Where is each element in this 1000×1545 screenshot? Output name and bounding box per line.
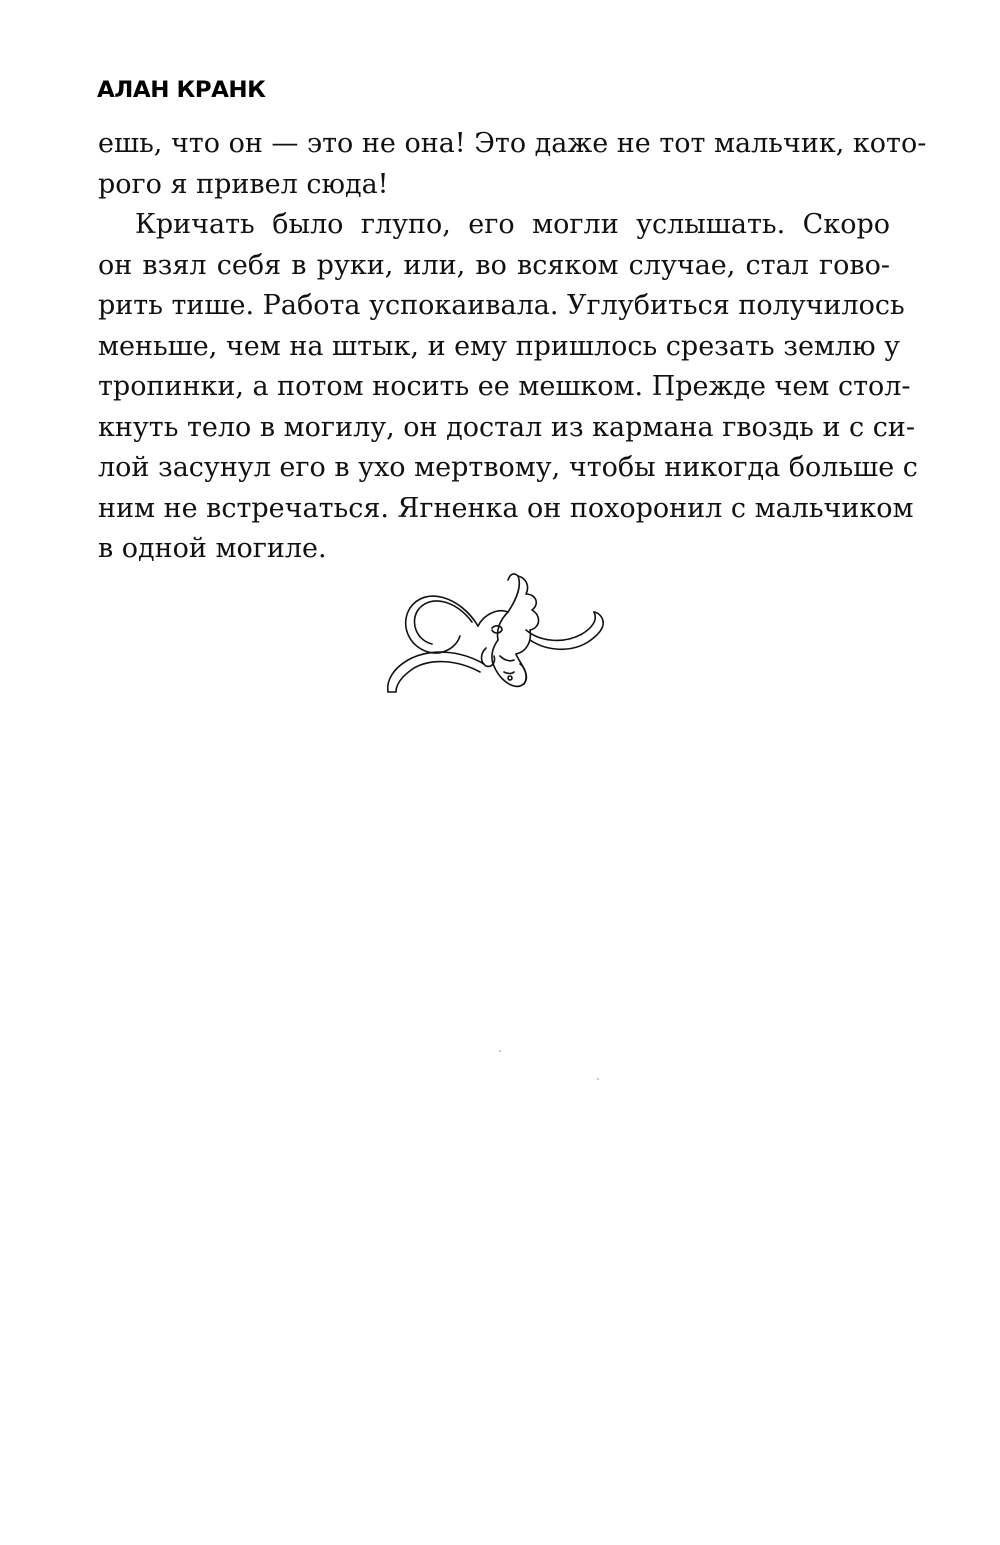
text-line: лой засунул его в ухо мертвому, чтобы никогда больше с <box>98 452 918 483</box>
body-text <box>98 124 927 570</box>
ram-head-ornament-icon <box>380 568 615 703</box>
text-line: ним не встречаться. Ягненка он похоронил с мальчиком <box>98 492 914 524</box>
text-line: в одной могиле. <box>98 533 327 564</box>
text-line: Кричать было глупо, его могли услышать. Скоро <box>135 209 890 240</box>
text-line: тропинки, а потом носить ее мешком. Прежде чем стол- <box>98 371 911 402</box>
paper-speck <box>499 1050 501 1052</box>
running-head-author: АЛАН КРАНК <box>97 78 266 103</box>
text-line: рить тише. Работа успокаивала. Углубиться получилось <box>98 290 905 321</box>
text-line: кнуть тело в могилу, он достал из кармана гвоздь и с си- <box>98 411 915 443</box>
paper-speck <box>597 1078 599 1080</box>
text-line: рого я привел сюда! <box>98 168 389 200</box>
text-line: он взял себя в руки, или, во всяком случае, стал гово- <box>98 249 890 281</box>
text-line: ешь, что он — это не она! Это даже не тот мальчик, кото- <box>98 128 927 159</box>
text-line: меньше, чем на штык, и ему пришлось срезать землю у <box>98 330 901 362</box>
